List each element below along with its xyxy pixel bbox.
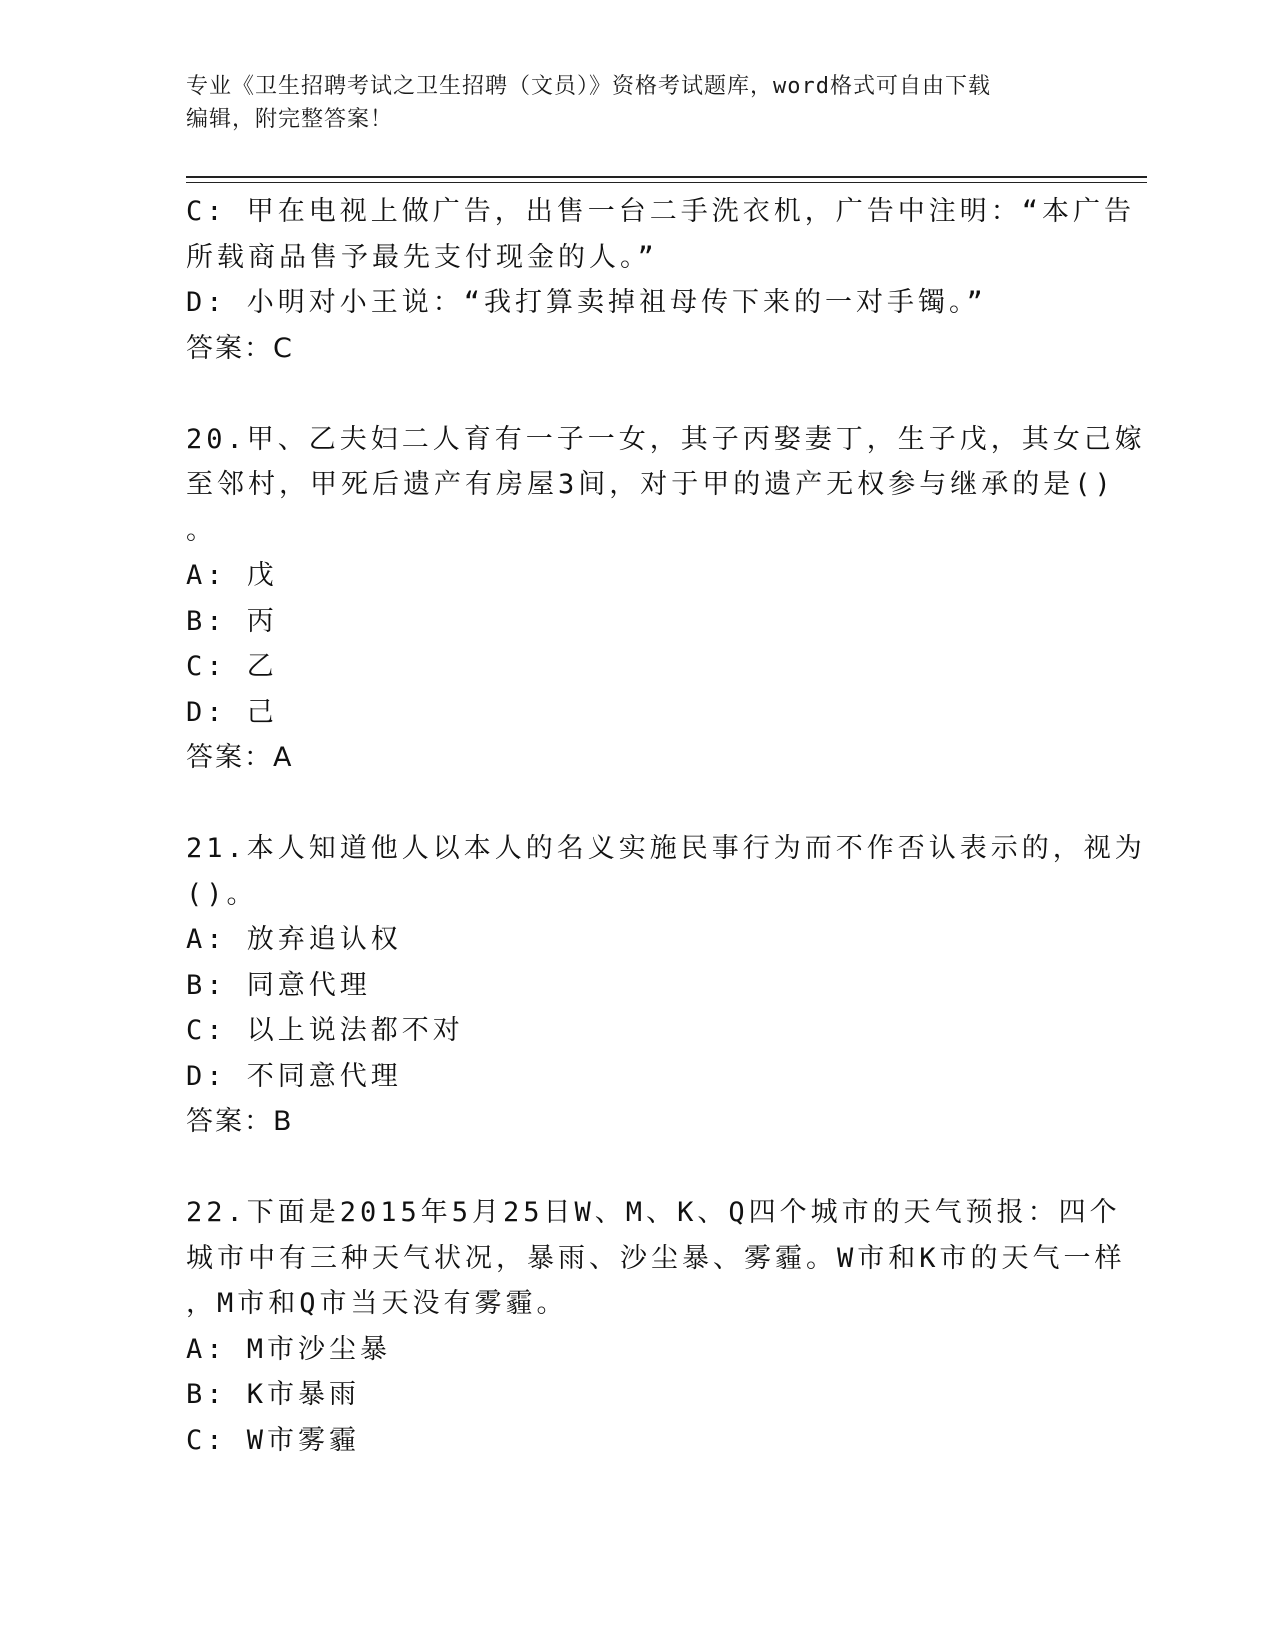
spacer: [186, 371, 1086, 417]
q20-stem-line-1: 20.甲、乙夫妇二人育有一子一女，其子丙娶妻丁，生子戊，其女己嫁: [186, 423, 1146, 455]
q19-answer: 答案：C: [186, 332, 294, 364]
q21-option-b: B: 同意代理: [186, 969, 371, 1001]
header-rule-thick: [186, 176, 1147, 178]
q21-option-a: A: 放弃追认权: [186, 924, 402, 955]
q22-stem-line-3: ，M市和Q市当天没有雾霾。: [186, 1288, 568, 1319]
header-line-1: 专业《卫生招聘考试之卫生招聘（文员）》资格考试题库，word格式可自由下载: [186, 74, 991, 99]
q21-answer: 答案：B: [186, 1106, 294, 1137]
q20-answer: 答案：A: [186, 742, 294, 773]
document-header: [186, 70, 1086, 136]
q20-stem-line-2: 至邻村，甲死后遗产有房屋3间，对于甲的遗产无权参与继承的是(): [186, 469, 1115, 500]
q22-stem-line-1: 22.下面是2015年5月25日W、M、K、Q四个城市的天气预报：四个: [186, 1197, 1121, 1228]
q20-option-c: C: 乙: [186, 651, 278, 682]
q22-stem-line-2: 城市中有三种天气状况，暴雨、沙尘暴、雾霾。W市和K市的天气一样: [186, 1242, 1126, 1274]
header-rule-thin: [186, 182, 1147, 183]
q19-option-c-line-2: 所载商品售予最先支付现金的人。”: [186, 241, 658, 273]
q21-option-d: D: 不同意代理: [186, 1060, 402, 1092]
q19-option-c-line-1: C: 甲在电视上做广告，出售一台二手洗衣机，广告中注明：“本广告: [186, 196, 1136, 227]
q21-stem-line-1: 21.本人知道他人以本人的名义实施民事行为而不作否认表示的，视为: [186, 833, 1146, 864]
q20-option-d: D: 己: [186, 696, 278, 728]
header-line-2: 编辑，附完整答案！: [186, 107, 394, 132]
q21-option-c: C: 以上说法都不对: [186, 1015, 464, 1046]
q20-stem-line-3: 。: [186, 514, 217, 546]
spacer: [186, 1145, 1086, 1191]
q19-option-d: D: 小明对小王说：“我打算卖掉祖母传下来的一对手镯。”: [186, 287, 987, 318]
q22-option-a: A: M市沙尘暴: [186, 1333, 392, 1365]
spacer: [186, 781, 1086, 827]
q22-option-b: B: K市暴雨: [186, 1379, 361, 1410]
q20-option-b: B: 丙: [186, 605, 278, 637]
q22-option-c: C: W市雾霾: [186, 1424, 361, 1456]
q21-stem-line-2: ()。: [186, 878, 258, 910]
q20-option-a: A: 戊: [186, 560, 278, 591]
question-content: [186, 189, 1146, 1463]
